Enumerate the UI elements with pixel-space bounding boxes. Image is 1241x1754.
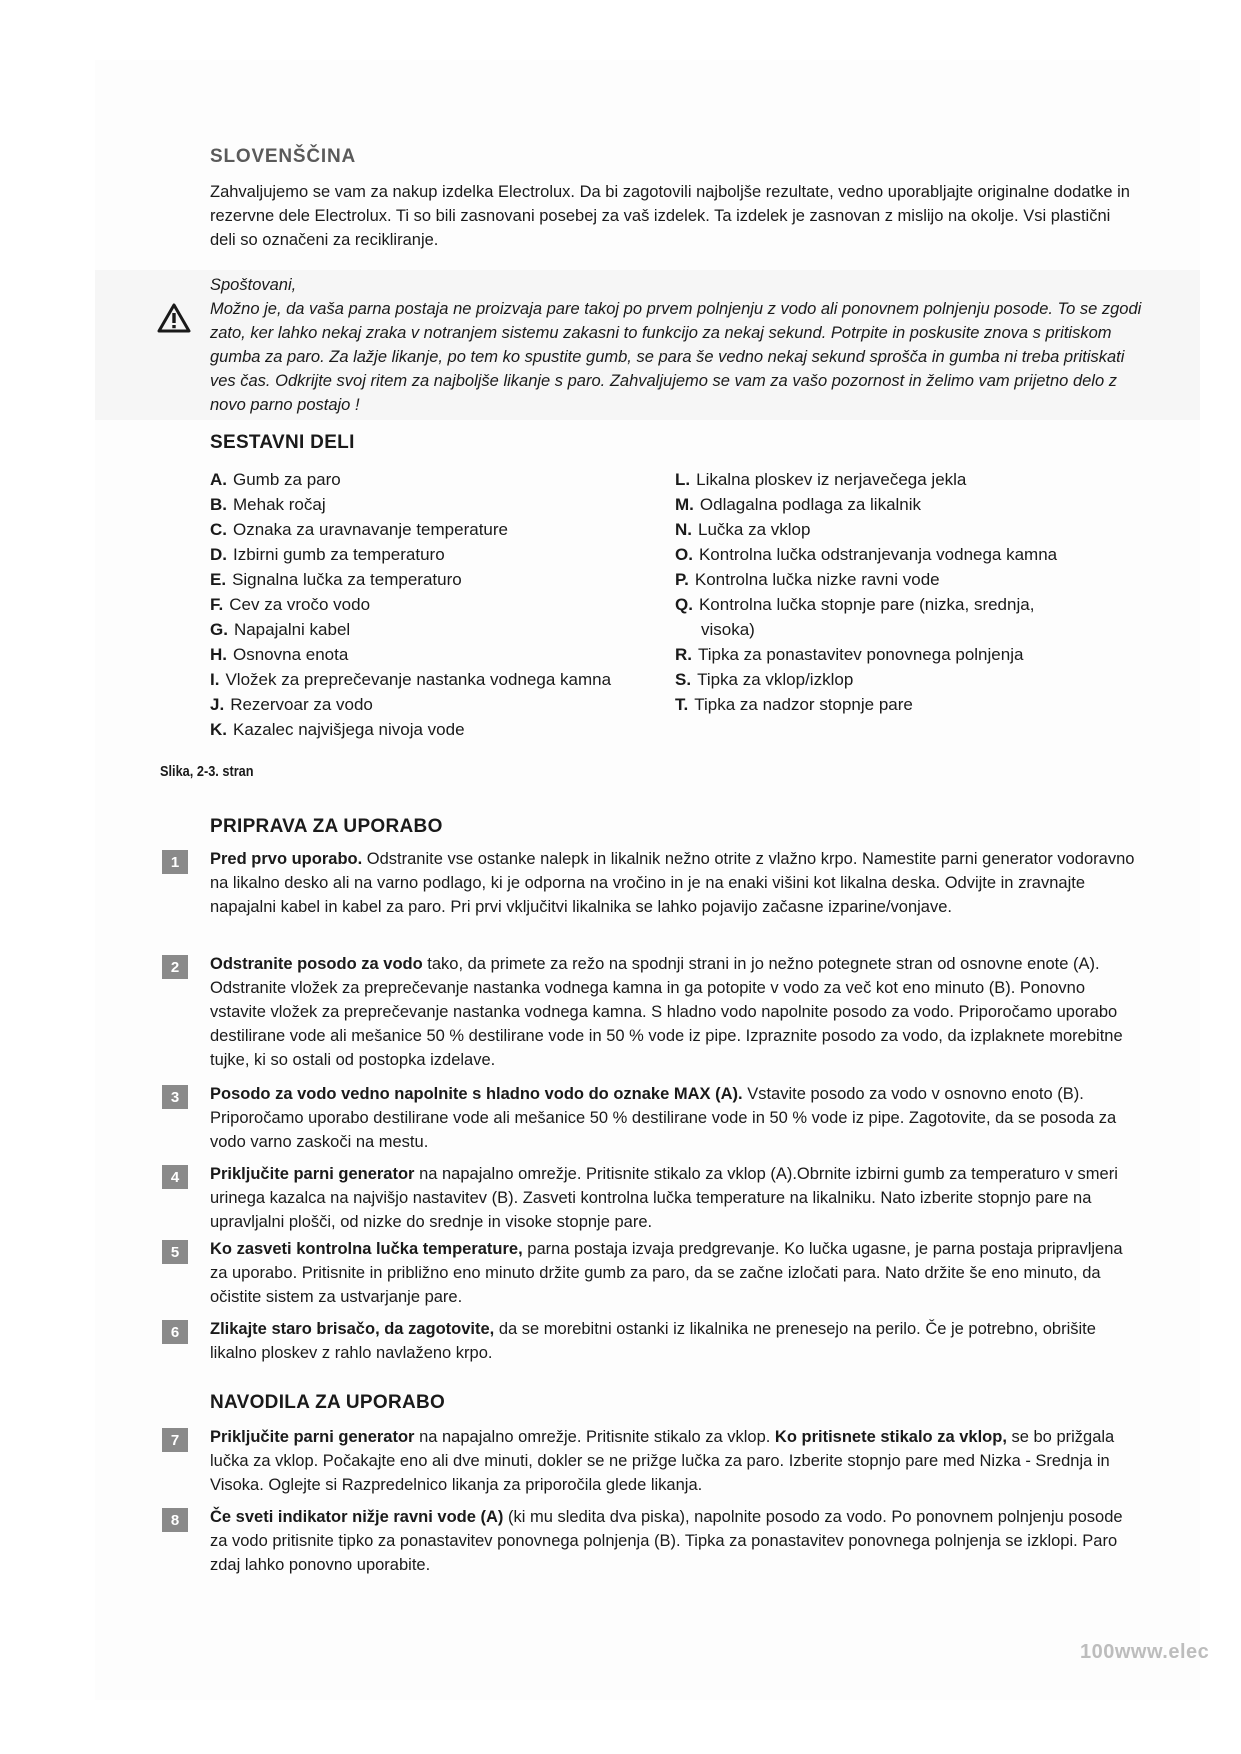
part-label: Rezervoar za vodo xyxy=(230,695,373,714)
part-label: Izbirni gumb za temperaturo xyxy=(233,545,445,564)
list-item xyxy=(675,542,1095,567)
step-text xyxy=(210,1317,1140,1365)
part-letter: A. xyxy=(210,470,227,489)
warning-notice xyxy=(210,273,1150,417)
step-body-2: se bo prižgala lučka za vklop. Počakajte eno ali dve minuti, dokler se ne prižge lučka za paro. Izberite stopnjo pare med Nizka - Srednja in Visoka. Oglejte si Razpredelnico likanja za priporočila glede likanja. xyxy=(210,1428,1115,1494)
step-lead: Posodo za vodo vedno napolnite s hladno vodo do oznake MAX (A). xyxy=(210,1085,743,1103)
list-item xyxy=(210,517,680,542)
part-letter: M. xyxy=(675,495,694,514)
step-text xyxy=(210,847,1140,919)
part-letter: T. xyxy=(675,695,689,714)
step-lead: Odstranite posodo za vodo xyxy=(210,955,423,973)
part-letter: C. xyxy=(210,520,227,539)
step-lead: Zlikajte staro brisačo, da zagotovite, xyxy=(210,1320,495,1338)
step-lead-2: Ko pritisnete stikalo za vklop, xyxy=(774,1428,1007,1446)
figure-reference: Slika, 2-3. stran xyxy=(160,763,254,780)
step-lead: Pred prvo uporabo. xyxy=(210,850,363,868)
footer-watermark: 100www.elec xyxy=(1080,1641,1210,1663)
list-item xyxy=(210,717,680,742)
part-label: Kazalec najvišjega nivoja vode xyxy=(233,720,465,739)
step-text xyxy=(210,1082,1140,1154)
part-label: Likalna ploskev iz nerjavečega jekla xyxy=(696,470,967,489)
step-text xyxy=(210,952,1140,1072)
preparation-title: PRIPRAVA ZA UPORABO xyxy=(210,816,443,837)
step-lead: Priključite parni generator xyxy=(210,1428,415,1446)
part-letter: B. xyxy=(210,495,227,514)
part-label: Tipka za nadzor stopnje pare xyxy=(694,695,913,714)
step-badge: 4 xyxy=(162,1165,188,1189)
part-letter: Q. xyxy=(675,595,693,614)
part-label: Osnovna enota xyxy=(233,645,349,664)
step-lead: Ko zasveti kontrolna lučka temperature, xyxy=(210,1240,523,1258)
part-letter: L. xyxy=(675,470,691,489)
warning-greeting: Spoštovani, xyxy=(210,276,297,294)
part-letter: I. xyxy=(210,670,220,689)
part-letter: R. xyxy=(675,645,692,664)
step-body: na napajalno omrežje. Pritisnite stikalo za vklop. xyxy=(414,1428,775,1446)
parts-list-right xyxy=(675,467,1095,717)
list-item xyxy=(210,592,680,617)
list-item xyxy=(210,642,680,667)
part-label: Vložek za preprečevanje nastanka vodnega kamna xyxy=(225,670,612,689)
part-label: Cev za vročo vodo xyxy=(229,595,371,614)
list-item xyxy=(675,592,1081,642)
part-letter: G. xyxy=(210,620,228,639)
step-badge: 6 xyxy=(162,1320,188,1344)
part-letter: N. xyxy=(675,520,692,539)
step-text xyxy=(210,1505,1140,1577)
step-badge: 7 xyxy=(162,1428,188,1452)
list-item xyxy=(210,667,680,692)
step-text xyxy=(210,1162,1140,1234)
part-letter: H. xyxy=(210,645,227,664)
part-letter: O. xyxy=(675,545,693,564)
warning-triangle-icon xyxy=(156,302,192,334)
parts-list-left xyxy=(210,467,680,742)
part-label: Mehak ročaj xyxy=(233,495,326,514)
warning-body: Možno je, da vaša parna postaja ne proizvaja pare takoj po prvem polnjenju z vodo ali ponovnem polnjenju posode. To se zgodi zato, ker lahko nekaj zraka v notranjem sistemu zakasni to funkcijo za nekaj sekund. Potrpite in poskusite znova s pritiskom gumba za paro. Za lažje likanje, po tem ko spustite gumb, se para še vedno nekaj sekund sprošča in gumba ni treba pritiskati ves čas. Odkrijte svoj ritem za najboljše likanje s paro. Zahvaljujemo se vam za vašo pozornost in želimo vam prijetno delo z novo parno postajo ! xyxy=(210,300,1142,414)
parts-title: SESTAVNI DELI xyxy=(210,432,355,453)
usage-title: NAVODILA ZA UPORABO xyxy=(210,1392,446,1413)
list-item xyxy=(210,692,680,717)
step-badge: 5 xyxy=(162,1240,188,1264)
list-item xyxy=(210,567,680,592)
part-label: Signalna lučka za temperaturo xyxy=(232,570,462,589)
list-item xyxy=(675,642,1095,667)
part-label: Napajalni kabel xyxy=(233,620,351,639)
part-letter: E. xyxy=(210,570,227,589)
part-label: Tipka za ponastavitev ponovnega polnjenja xyxy=(698,645,1024,664)
step-body: (ki mu sledita dva piska), napolnite posodo za vodo. Po ponovnem polnjenju posode za vodo pritisnite tipko za ponastavitev ponovnega polnjenja (B). Tipka za ponastavitev ponovnega polnjenja se izklopi. Paro zdaj lahko ponovno uporabite. xyxy=(210,1508,1123,1574)
step-text xyxy=(210,1425,1140,1497)
step-body: na napajalno omrežje. Pritisnite stikalo za vklop (A).Obrnite izbirni gumb za temperaturo v smeri urinega kazalca na najvišjo nastavitev (B). Zasveti kontrolna lučka temperature na likalniku. Nato izberite stopnjo pare na upravljalni plošči, od nizke do srednje in visoke stopnje pare. xyxy=(210,1165,1118,1231)
list-item xyxy=(675,567,1095,592)
intro-paragraph: Zahvaljujemo se vam za nakup izdelka Electrolux. Da bi zagotovili najboljše rezultate, vedno uporabljajte originalne dodatke in rezervne dele Electrolux. Ti so bili zasnovani posebej za vaš izdelek. Ta izdelek je zasnovan z mislijo na okolje. Vsi plastični deli so označeni za recikliranje. xyxy=(210,183,1130,249)
step-badge: 8 xyxy=(162,1508,188,1532)
step-body: tako, da primete za režo na spodnji strani in jo nežno potegnete stran od osnovne enote (A). Odstranite vložek za preprečevanje nastanka vodnega kamna in ga potopite v vodo za več kot eno minuto (B). Ponovno vstavite vložek za preprečevanje nastanka vodnega kamna. S hladno vodo napolnite posodo za vodo. Priporočamo uporabo destilirane vode ali mešanice 50 % destilirane vode in 50 % vode iz pipe. Izpraznite posodo za vodo, da izplaknete morebitne tujke, ki so ostali od postopka izdelave. xyxy=(210,955,1123,1069)
step-text xyxy=(210,1237,1140,1309)
list-item xyxy=(210,542,680,567)
list-item xyxy=(675,692,1095,717)
list-item xyxy=(675,517,1095,542)
list-item xyxy=(210,467,680,492)
list-item xyxy=(675,492,1095,517)
language-heading: SLOVENŠČINA xyxy=(210,146,357,167)
part-label: Odlagalna podlaga za likalnik xyxy=(699,495,922,514)
step-body: parna postaja izvaja predgrevanje. Ko lučka ugasne, je parna postaja pripravljena za uporabo. Pritisnite in približno eno minuto držite gumb za paro, da se začne izločati para. Nato držite še eno minuto, da očistite sistem za ustvarjanje pare. xyxy=(210,1240,1123,1306)
step-badge: 3 xyxy=(162,1085,188,1109)
list-item xyxy=(675,667,1095,692)
part-letter: S. xyxy=(675,670,692,689)
step-lead: Če sveti indikator nižje ravni vode (A) xyxy=(210,1508,504,1526)
step-body: Vstavite posodo za vodo v osnovno enoto (B). Priporočamo uporabo destilirane vode ali mešanice 50 % destilirane vode in 50 % vode iz pipe. Zagotovite, da se posoda za vodo varno zaskoči na mestu. xyxy=(210,1085,1117,1151)
part-letter: F. xyxy=(210,595,224,614)
list-item xyxy=(675,467,1095,492)
part-label: Gumb za paro xyxy=(233,470,341,489)
part-label: Kontrolna lučka stopnje pare (nizka, srednja, visoka) xyxy=(698,595,1035,639)
step-lead: Priključite parni generator xyxy=(210,1165,415,1183)
step-body: Odstranite vse ostanke nalepk in likalnik nežno otrite z vlažno krpo. Namestite parni generator vodoravno na likalno desko ali na varno podlago, ki je odporna na vročino in je na enaki višini kot likalna deska. Odvijte in zravnajte napajalni kabel in kabel za paro. Pri prvi vključitvi likalnika se lahko pojavijo začasne izparine/vonjave. xyxy=(210,850,1135,916)
step-badge: 2 xyxy=(162,955,188,979)
part-letter: K. xyxy=(210,720,227,739)
step-badge: 1 xyxy=(162,850,188,874)
part-label: Tipka za vklop/izklop xyxy=(697,670,854,689)
part-letter: D. xyxy=(210,545,227,564)
part-label: Kontrolna lučka odstranjevanja vodnega kamna xyxy=(698,545,1058,564)
step-body: da se morebitni ostanki iz likalnika ne prenesejo na perilo. Če je potrebno, obrišite likalno ploskev z rahlo navlaženo krpo. xyxy=(210,1320,1096,1362)
list-item xyxy=(210,492,680,517)
list-item xyxy=(210,617,680,642)
part-label: Oznaka za uravnavanje temperature xyxy=(233,520,508,539)
part-letter: P. xyxy=(675,570,689,589)
part-letter: J. xyxy=(210,695,225,714)
part-label: Lučka za vklop xyxy=(698,520,811,539)
part-label: Kontrolna lučka nizke ravni vode xyxy=(694,570,940,589)
